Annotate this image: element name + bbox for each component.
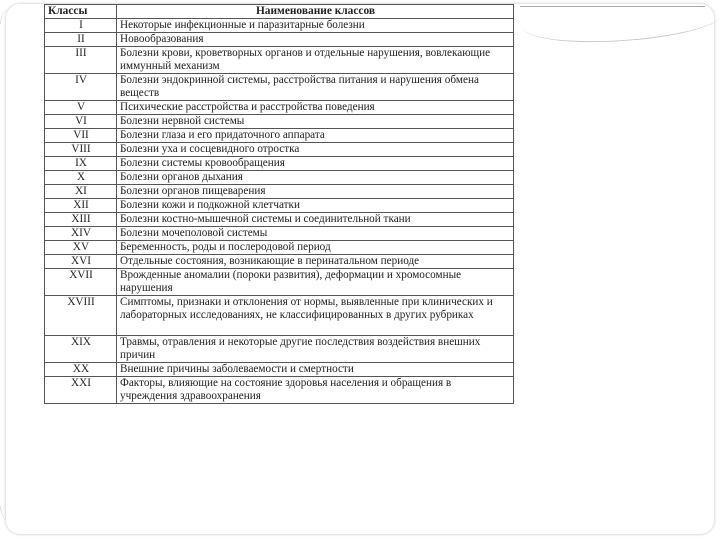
class-number: XVI [45,255,117,269]
table-row [45,33,514,47]
class-name: Отдельные состояния, возникающие в перинатальном периоде [117,255,514,269]
table-row [45,241,514,255]
class-name: Внешние причины заболеваемости и смертности [117,363,514,377]
table-row [45,185,514,199]
class-name: Болезни кожи и подкожной клетчатки [117,199,514,213]
class-number: XII [45,199,117,213]
table-header-row [45,5,514,19]
class-name: Болезни органов дыхания [117,171,514,185]
class-number: I [45,19,117,33]
class-number: XX [45,363,117,377]
class-number: II [45,33,117,47]
table-row [45,363,514,377]
table-row [45,255,514,269]
table-row [45,157,514,171]
class-name: Врожденные аномалии (пороки развития), деформации и хромосомные нарушения [117,269,514,296]
header-classes: Классы [45,5,117,19]
class-number: VIII [45,143,117,157]
table-row [45,199,514,213]
table-row [45,19,514,33]
class-number: XIV [45,227,117,241]
header-class-names: Наименование классов [117,5,514,19]
table-row [45,227,514,241]
class-number: X [45,171,117,185]
table-row [45,377,514,404]
class-name: Болезни костно-мышечной системы и соединительной ткани [117,213,514,227]
class-name: Беременность, роды и послеродовой период [117,241,514,255]
table-row [45,101,514,115]
table-row [45,129,514,143]
table-row [45,213,514,227]
class-number: VI [45,115,117,129]
class-number: IX [45,157,117,171]
table-row [45,336,514,363]
class-number: XI [45,185,117,199]
top-right-decorative-line [520,6,705,7]
class-name: Болезни нервной системы [117,115,514,129]
class-name: Симптомы, признаки и отклонения от нормы, выявленные при клинических и лабораторных исследованиях, не классифицированных в других рубриках [117,296,514,336]
class-number: XVIII [45,296,117,336]
class-name: Болезни системы кровообращения [117,157,514,171]
class-name: Новообразования [117,33,514,47]
table-row [45,115,514,129]
class-name: Психические расстройства и расстройства поведения [117,101,514,115]
table-row [45,74,514,101]
table-row [45,47,514,74]
class-number: IV [45,74,117,101]
class-number: VII [45,129,117,143]
class-number: XVII [45,269,117,296]
class-number: XXI [45,377,117,404]
class-name: Болезни крови, кроветворных органов и отдельные нарушения, вовлекающие иммунный механизм [117,47,514,74]
class-name: Некоторые инфекционные и паразитарные болезни [117,19,514,33]
disease-classes-table [44,4,514,404]
class-name: Травмы, отравления и некоторые другие последствия воздействия внешних причин [117,336,514,363]
class-number: V [45,101,117,115]
table-row [45,296,514,336]
class-number: XV [45,241,117,255]
class-name: Болезни органов пищеварения [117,185,514,199]
class-name: Болезни мочеполовой системы [117,227,514,241]
class-name: Болезни уха и сосцевидного отростка [117,143,514,157]
left-decorative-curve [0,10,27,520]
table-row [45,171,514,185]
class-number: XIII [45,213,117,227]
class-name: Болезни глаза и его придаточного аппарата [117,129,514,143]
table-row [45,143,514,157]
class-number: XIX [45,336,117,363]
class-name: Факторы, влияющие на состояние здоровья населения и обращения в учреждения здравоохранения [117,377,514,404]
class-number: III [45,47,117,74]
table-row [45,269,514,296]
class-name: Болезни эндокринной системы, расстройства питания и нарушения обмена веществ [117,74,514,101]
